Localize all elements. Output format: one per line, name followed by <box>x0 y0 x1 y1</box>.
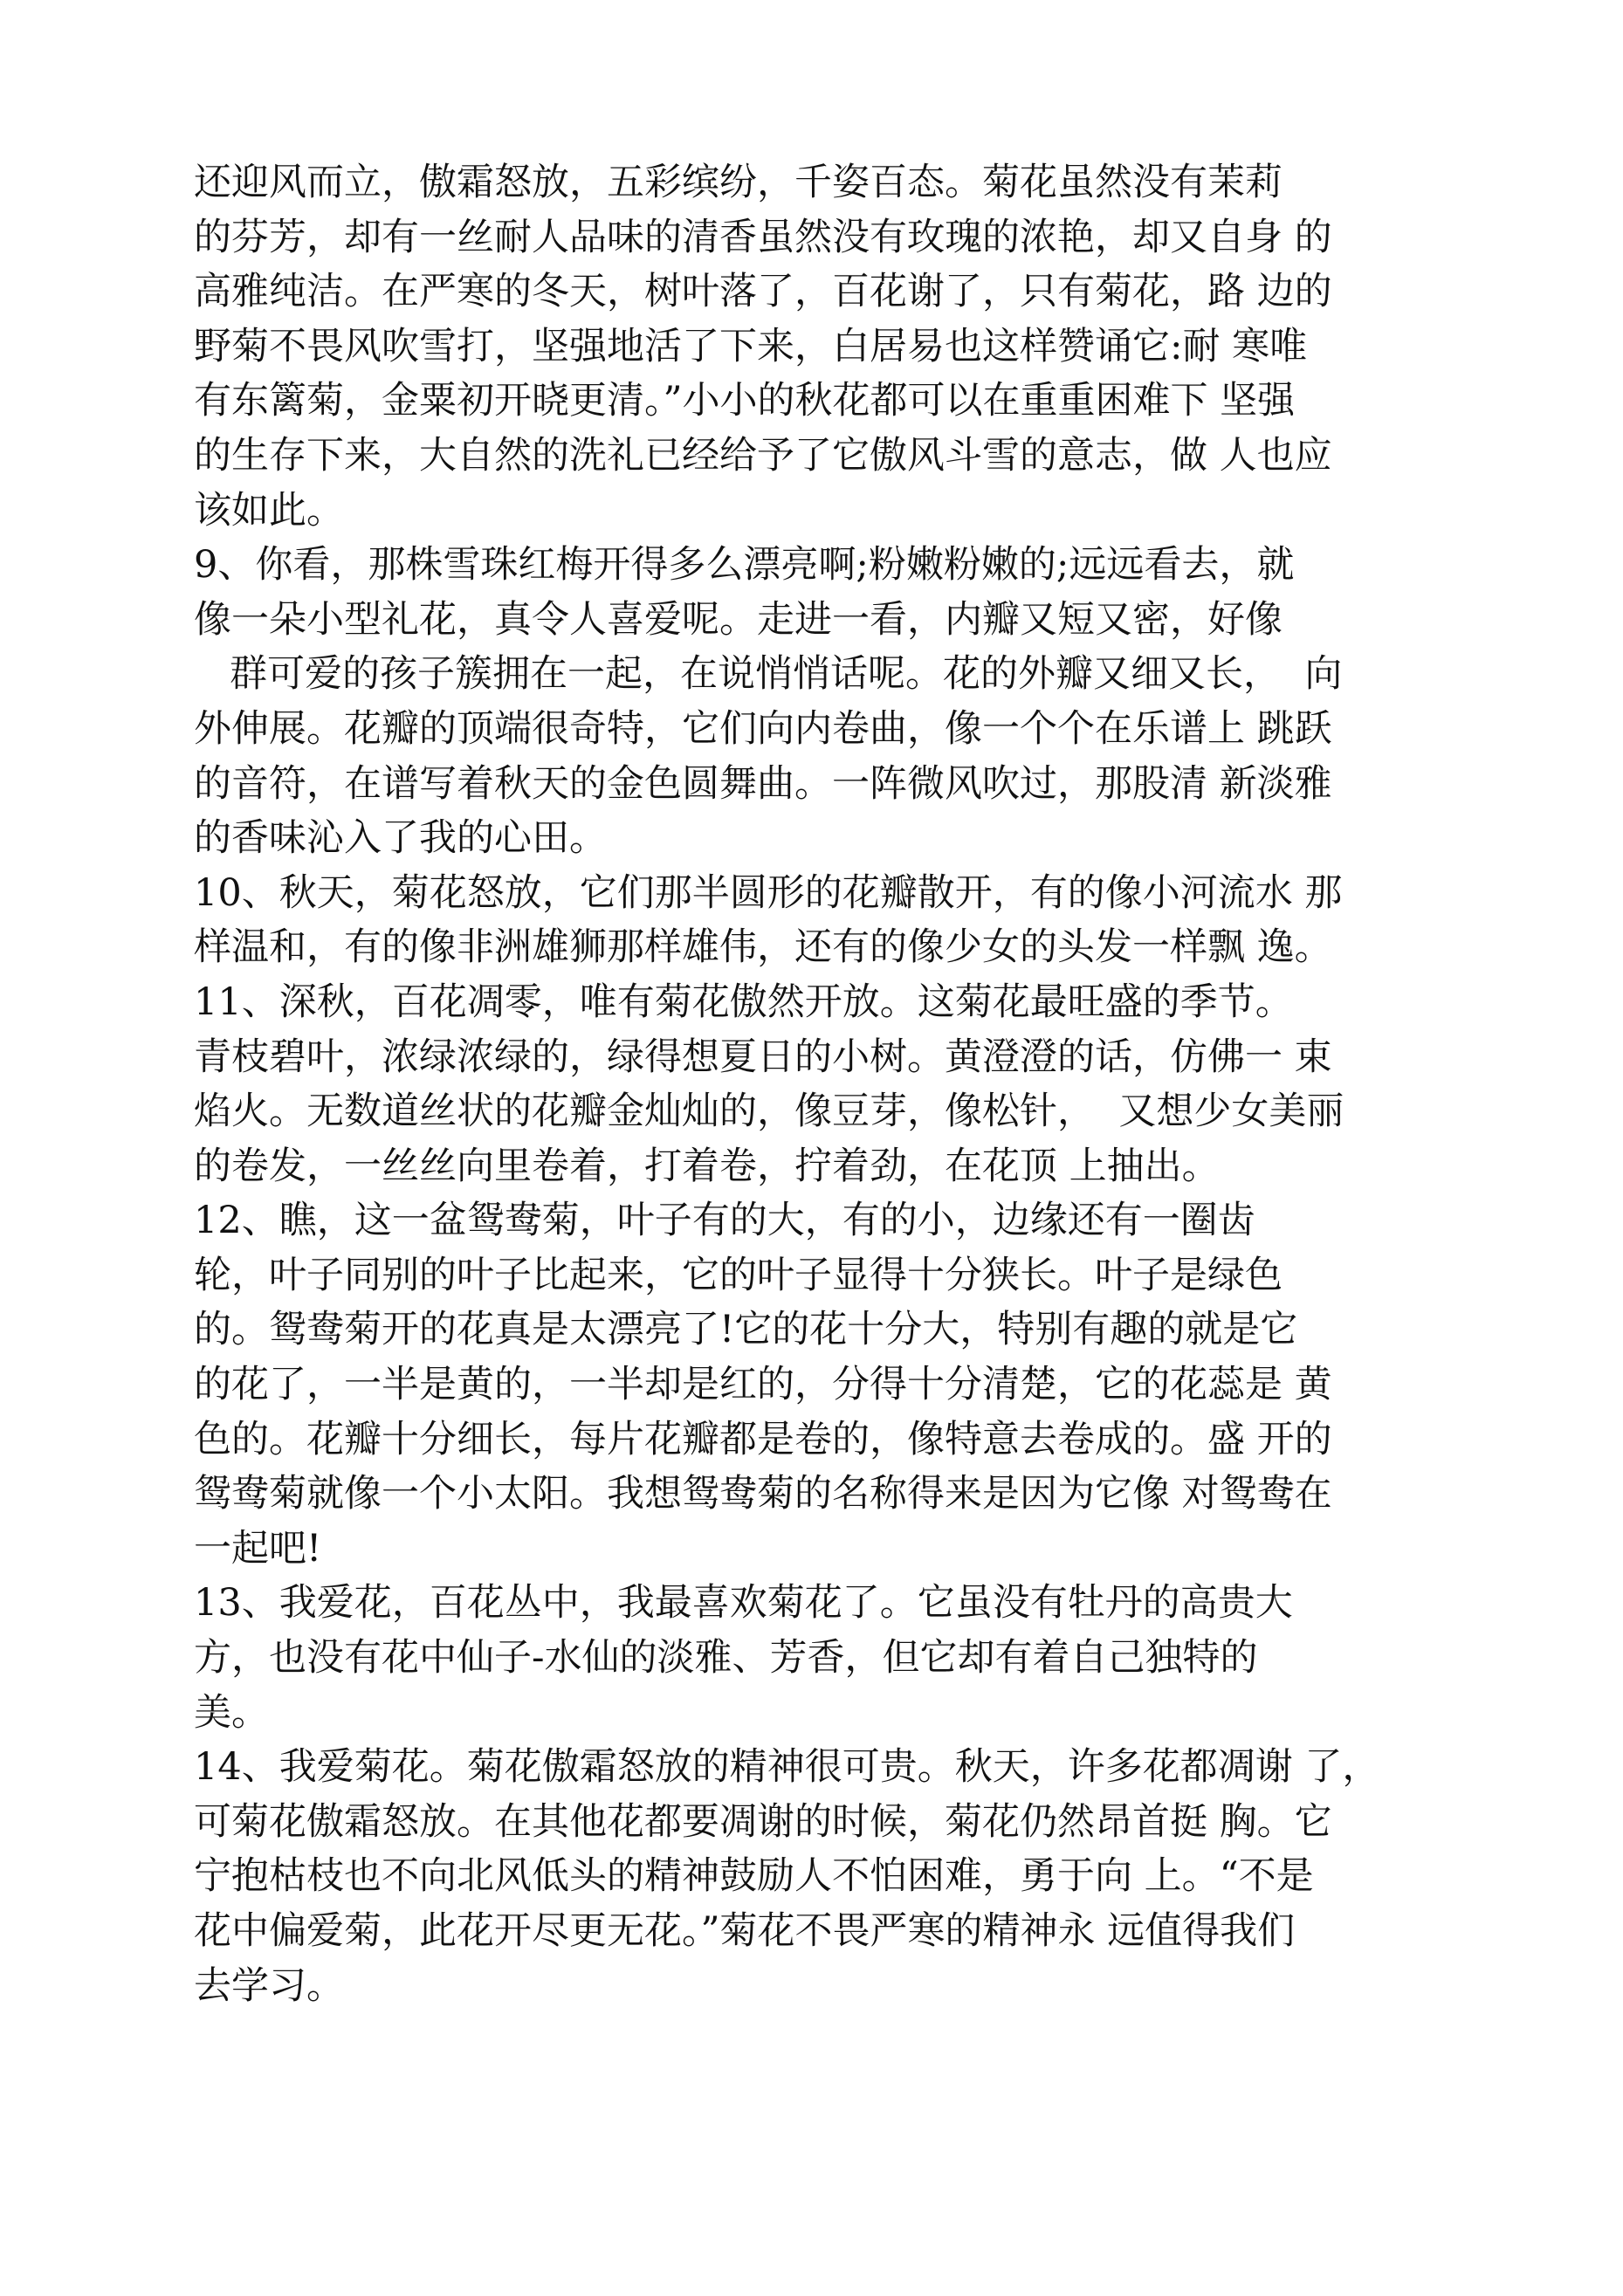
text-line: 的香味沁入了我的心田。 <box>194 816 607 861</box>
text-line: 10、秋天，菊花怒放，它们那半圆形的花瓣散开，有的像小河流水 那 <box>194 870 1343 915</box>
text-line: 像一朵小型礼花，真令人喜爱呢。走进一看，内瓣又短又密，好像 <box>194 597 1283 642</box>
text-line: 的卷发，一丝丝向里卷着，打着卷，拧着劲，在花顶 上抽出。 <box>194 1144 1220 1188</box>
text-line: 方，也没有花中仙子-水仙的淡雅、芳香，但它却有着自己独特的 <box>194 1636 1258 1681</box>
text-line: 野菊不畏风吹雪打，坚强地活了下来，白居易也这样赞诵它:耐 寒唯 <box>194 324 1308 368</box>
text-line: 9、你看，那株雪珠红梅开得多么漂亮啊;粉嫩粉嫩的;远远看去，就 <box>194 543 1295 588</box>
text-line: 14、我爱菊花。菊花傲霜怒放的精神很可贵。秋天，许多花都凋谢 了， <box>194 1745 1380 1790</box>
text-line: 去学习。 <box>194 1963 344 2008</box>
text-line: 的花了，一半是黄的，一半却是红的，分得十分清楚，它的花蕊是 黄 <box>194 1363 1332 1407</box>
text-line: 宁抱枯枝也不向北风低头的精神鼓励人不怕困难，勇于向 上。“不是 <box>194 1854 1314 1899</box>
text-line: 外伸展。花瓣的顶端很奇特，它们向内卷曲，像一个个在乐谱上 跳跃 <box>194 706 1332 751</box>
text-line: 高雅纯洁。在严寒的冬天，树叶落了，百花谢了，只有菊花，路 边的 <box>194 270 1332 314</box>
text-line: 群可爱的孩子簇拥在一起，在说悄悄话呢。花的外瓣又细又长， 向 <box>194 652 1343 697</box>
text-line: 美。 <box>194 1690 269 1735</box>
text-line: 色的。花瓣十分细长，每片花瓣都是卷的，像特意去卷成的。盛 开的 <box>194 1417 1332 1461</box>
text-line: 鸳鸯菊就像一个小太阳。我想鸳鸯菊的名称得来是因为它像 对鸳鸯在 <box>194 1472 1332 1516</box>
text-line: 青枝碧叶，浓绿浓绿的，绿得想夏日的小树。黄澄澄的话，仿佛一 束 <box>194 1035 1332 1079</box>
text-line: 可菊花傲霜怒放。在其他花都要凋谢的时候，菊花仍然昂首挺 胸。它 <box>194 1799 1332 1844</box>
text-line: 还迎风而立，傲霜怒放，五彩缤纷，千姿百态。菊花虽然没有茉莉 <box>194 161 1283 204</box>
text-line: 的芬芳，却有一丝耐人品味的清香虽然没有玫瑰的浓艳，却又自身 的 <box>194 215 1332 259</box>
text-line: 焰火。无数道丝状的花瓣金灿灿的，像豆芽，像松针， 又想少女美丽 <box>194 1090 1344 1134</box>
text-line: 花中偏爱菊，此花开尽更无花。”菊花不畏严寒的精神永 远值得我们 <box>194 1909 1296 1953</box>
text-line: 11、深秋，百花凋零，唯有菊花傲然开放。这菊花最旺盛的季节。 <box>194 980 1293 1024</box>
text-line: 一起吧! <box>194 1526 322 1571</box>
text-line: 的音符，在谱写着秋天的金色圆舞曲。一阵微风吹过，那股清 新淡雅 <box>194 761 1332 806</box>
body-text <box>194 155 1468 2013</box>
text-line: 有东篱菊，金粟初开晓更清。”小小的秋花都可以在重重困难下 坚强 <box>194 379 1296 423</box>
text-line: 的生存下来，大自然的洗礼已经给予了它傲风斗雪的意志，做 人也应 <box>194 433 1332 478</box>
text-line: 的。鸳鸯菊开的花真是太漂亮了!它的花十分大，特别有趣的就是它 <box>194 1308 1298 1352</box>
text-line: 样温和，有的像非洲雄狮那样雄伟，还有的像少女的头发一样飘 逸。 <box>194 925 1332 970</box>
text-line: 轮，叶子同别的叶子比起来，它的叶子显得十分狭长。叶子是绿色 <box>194 1253 1283 1297</box>
text-line: 该如此。 <box>194 488 344 533</box>
text-line: 12、瞧，这一盆鸳鸯菊，叶子有的大，有的小，边缘还有一圈齿 <box>194 1199 1255 1243</box>
text-line: 13、我爱花，百花丛中，我最喜欢菊花了。它虽没有牡丹的高贵大 <box>194 1581 1293 1626</box>
